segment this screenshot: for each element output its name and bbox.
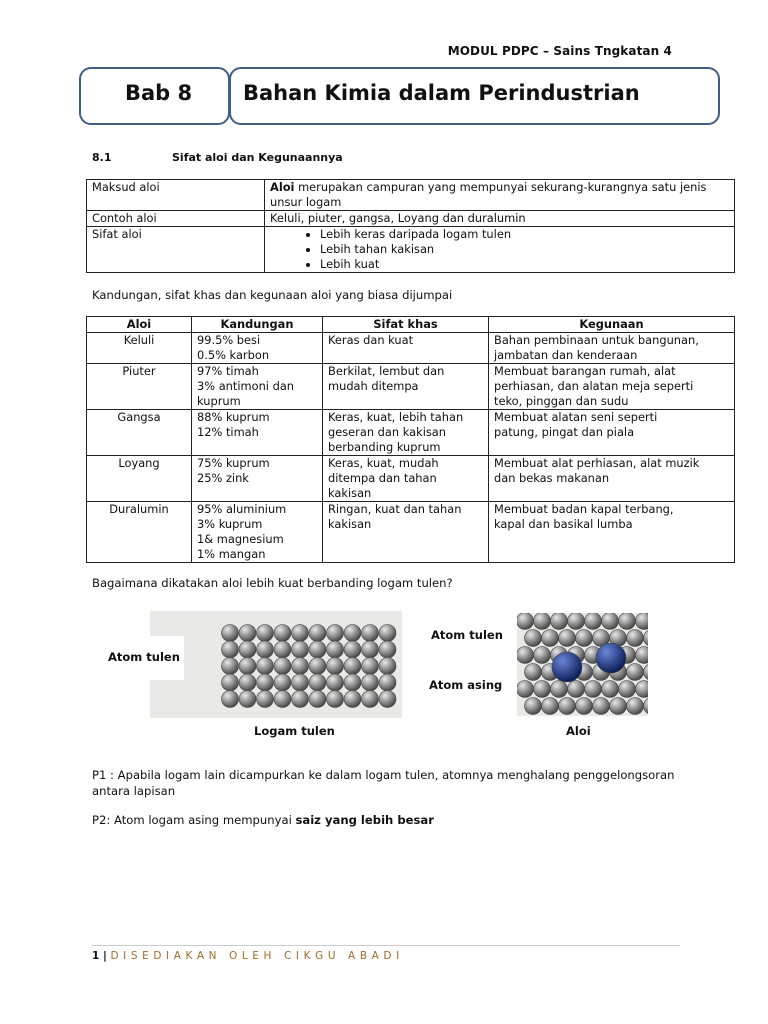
atom: [362, 658, 379, 675]
list-item: • Lebih kuat: [320, 257, 734, 272]
chapter-label-box: [79, 67, 230, 125]
point-2-text: Atom logam asing mempunyai: [113, 813, 296, 827]
usage-cell: [489, 364, 735, 410]
usage-cell-line: Membuat alatan seni seperti: [494, 410, 658, 424]
usage-cell-line: jambatan dan kenderaan: [494, 348, 638, 362]
info-bold-term: Aloi: [270, 180, 295, 194]
pure-atom: [627, 698, 644, 715]
table-row: [87, 333, 735, 364]
pure-atom: [576, 630, 593, 647]
info-definition: merupakan campuran yang mempunyai sekurang-kurangnya satu jenis unsur logam: [270, 180, 707, 209]
atom: [309, 625, 326, 642]
atom: [309, 658, 326, 675]
pure-atom: [551, 681, 568, 698]
pure-atom: [602, 613, 619, 630]
composition-cell-line: kuprum: [197, 394, 241, 408]
pure-metal-diagram: [150, 611, 402, 718]
property-cell-line: kakisan: [328, 517, 372, 531]
footer-divider: [92, 945, 680, 946]
composition-cell-line: 25% zink: [197, 471, 249, 485]
pure-atom: [602, 681, 619, 698]
info-value: [265, 180, 735, 211]
atom: [379, 625, 396, 642]
atom: [379, 674, 396, 691]
atom: [222, 691, 239, 708]
pure-atom: [568, 681, 585, 698]
table-row: [87, 502, 735, 563]
footer-text: DISEDIAKAN OLEH CIKGU ABADI: [110, 950, 404, 962]
pure-atom: [551, 613, 568, 630]
pure-atom: [534, 613, 551, 630]
pure-atom: [542, 630, 559, 647]
usage-cell: [489, 333, 735, 364]
atom: [379, 691, 396, 708]
atom: [344, 641, 361, 658]
pure-atom: [610, 698, 627, 715]
atom: [362, 641, 379, 658]
atom: [274, 625, 291, 642]
point-1: [92, 767, 712, 799]
pure-atom: [636, 681, 649, 698]
composition-cell-line: 12% timah: [197, 425, 259, 439]
composition-cell-line: 99.5% besi: [197, 333, 261, 347]
composition-cell-line: 97% timah: [197, 364, 259, 378]
property-cell: [323, 333, 489, 364]
composition-cell: [192, 502, 323, 563]
property-cell-line: Keras, kuat, mudah: [328, 456, 439, 470]
usage-cell-line: patung, pingat dan piala: [494, 425, 635, 439]
atom: [292, 641, 309, 658]
composition-cell-line: 1& magnesium: [197, 532, 284, 546]
pure-atom: [517, 613, 534, 630]
usage-cell-line: Membuat alat perhiasan, alat muzik: [494, 456, 700, 470]
pure-atom: [517, 647, 534, 664]
atom: [292, 658, 309, 675]
pure-atom: [559, 630, 576, 647]
atom: [327, 691, 344, 708]
pure-atom: [525, 664, 542, 681]
atom: [362, 674, 379, 691]
composition-cell-line: 88% kuprum: [197, 410, 270, 424]
table-header-row: [87, 317, 735, 333]
atom: [292, 625, 309, 642]
atom: [362, 691, 379, 708]
property-cell-line: berbanding kuprum: [328, 440, 441, 454]
atom: [257, 691, 274, 708]
atom: [274, 691, 291, 708]
composition-cell-line: 3% antimoni dan: [197, 379, 295, 393]
property-cell-line: kakisan: [328, 486, 372, 500]
composition-cell-line: 75% kuprum: [197, 456, 270, 470]
atom: [222, 658, 239, 675]
column-header: Kandungan: [192, 317, 323, 333]
atom: [344, 691, 361, 708]
pure-atom: [525, 630, 542, 647]
list-item: • Lebih keras daripada logam tulen: [320, 227, 734, 242]
section-title: Sifat aloi dan Kegunaannya: [172, 151, 343, 164]
pure-atom: [644, 664, 649, 681]
property-cell-line: mudah ditempa: [328, 379, 419, 393]
atom: [379, 641, 396, 658]
atom: [292, 691, 309, 708]
alloy-caption: Aloi: [566, 724, 591, 738]
property-cell-line: Berkilat, lembut dan: [328, 364, 445, 378]
pure-atom: [525, 698, 542, 715]
section-heading: [92, 151, 343, 164]
list-item: • Lebih tahan kakisan: [320, 242, 734, 257]
usage-cell-line: Membuat barangan rumah, alat: [494, 364, 676, 378]
composition-cell-line: 95% aluminium: [197, 502, 287, 516]
usage-cell-line: Membuat badan kapal terbang,: [494, 502, 674, 516]
table-row: [87, 227, 735, 273]
usage-cell: [489, 456, 735, 502]
atom: [327, 625, 344, 642]
composition-cell: [192, 410, 323, 456]
alloy-pure-atom-label: Atom tulen: [431, 628, 503, 642]
chapter-label: Bab 8: [125, 81, 193, 105]
page-number: 1: [92, 950, 100, 962]
usage-cell-line: kapal dan basikal lumba: [494, 517, 633, 531]
info-label: Contoh aloi: [87, 211, 265, 227]
atom: [222, 674, 239, 691]
pure-atom: [644, 698, 649, 715]
atom: [257, 658, 274, 675]
alloy-diagram: [517, 613, 648, 716]
usage-cell: [489, 410, 735, 456]
atom: [309, 674, 326, 691]
atom: [239, 658, 256, 675]
table-row: [87, 180, 735, 211]
pure-atom: [559, 698, 576, 715]
pure-atom: [576, 698, 593, 715]
atom: [222, 641, 239, 658]
alloy-table-body: [87, 333, 735, 563]
atom: [239, 691, 256, 708]
point-1-prefix: P1 :: [92, 768, 118, 782]
atom: [344, 658, 361, 675]
point-2: [92, 812, 712, 828]
foreign-atom: [596, 643, 626, 673]
usage-cell: [489, 502, 735, 563]
atom: [257, 674, 274, 691]
pure-atom: [542, 698, 559, 715]
chapter-title: Bahan Kimia dalam Perindustrian: [243, 81, 640, 105]
property-list: [270, 227, 734, 272]
atom: [222, 625, 239, 642]
atom: [309, 641, 326, 658]
pure-atom: [636, 613, 649, 630]
composition-cell: [192, 456, 323, 502]
atom: [239, 674, 256, 691]
column-header: Sifat khas: [323, 317, 489, 333]
pure-atom: [593, 698, 610, 715]
table-row: [87, 211, 735, 227]
atom: [379, 658, 396, 675]
atom: [292, 674, 309, 691]
atom: [327, 641, 344, 658]
footer-separator: |: [99, 950, 111, 962]
info-label: Sifat aloi: [87, 227, 265, 273]
atom: [309, 691, 326, 708]
pure-atom: [585, 681, 602, 698]
foreign-atom: [552, 652, 582, 682]
point-2-prefix: P2:: [92, 813, 114, 827]
pure-metal-caption: Logam tulen: [254, 724, 335, 738]
property-cell: [323, 364, 489, 410]
table-row: [87, 364, 735, 410]
info-table: [86, 179, 735, 273]
table-row: [87, 410, 735, 456]
composition-cell-line: 3% kuprum: [197, 517, 263, 531]
usage-cell-line: perhiasan, dan alatan meja seperti: [494, 379, 694, 393]
info-value: [265, 227, 735, 273]
atom: [274, 641, 291, 658]
question-text: Bagaimana dikatakan aloi lebih kuat berbanding logam tulen?: [92, 576, 453, 590]
pure-atom: [644, 630, 649, 647]
property-cell: [323, 410, 489, 456]
usage-cell-line: teko, pinggan dan sudu: [494, 394, 629, 408]
point-1-text: Apabila logam lain dicampurkan ke dalam logam tulen, atomnya menghalang penggelongsoran antara lapisan: [92, 768, 675, 798]
pure-atom: [585, 613, 602, 630]
intro-text: Kandungan, sifat khas dan kegunaan aloi yang biasa dijumpai: [92, 288, 453, 302]
pure-atom: [517, 681, 534, 698]
atom: [344, 625, 361, 642]
pure-atom: [534, 681, 551, 698]
column-header: Aloi: [87, 317, 192, 333]
alloy-table: [86, 316, 735, 563]
alloy-name-cell: Loyang: [87, 456, 192, 502]
alloy-name-cell: Piuter: [87, 364, 192, 410]
property-cell-line: Keras dan kuat: [328, 333, 414, 347]
atom: [344, 674, 361, 691]
pure-atom: [619, 681, 636, 698]
table-row: [87, 456, 735, 502]
property-cell-line: ditempa dan tahan: [328, 471, 437, 485]
alloy-foreign-atom-label: Atom asing: [429, 678, 503, 692]
composition-cell-line: 0.5% karbon: [197, 348, 270, 362]
pure-atom: [627, 630, 644, 647]
atom: [239, 625, 256, 642]
atom: [257, 641, 274, 658]
info-value: Keluli, piuter, gangsa, Loyang dan duralumin: [265, 211, 735, 227]
composition-cell-line: 1% mangan: [197, 547, 266, 561]
alloy-name-cell: Gangsa: [87, 410, 192, 456]
pure-metal-atoms: [150, 611, 402, 718]
atom: [274, 674, 291, 691]
atom: [327, 674, 344, 691]
composition-cell: [192, 333, 323, 364]
column-header: Kegunaan: [489, 317, 735, 333]
pure-atom-label: Atom tulen: [108, 650, 180, 664]
pure-atom: [619, 613, 636, 630]
chapter-title-box: [229, 67, 720, 125]
section-number: 8.1: [92, 151, 112, 164]
property-cell-line: geseran dan kakisan: [328, 425, 447, 439]
alloy-atoms: [517, 613, 648, 716]
property-cell-line: Keras, kuat, lebih tahan: [328, 410, 464, 424]
usage-cell-line: dan bekas makanan: [494, 471, 610, 485]
point-2-bold: saiz yang lebih besar: [295, 813, 434, 827]
pure-atom: [568, 613, 585, 630]
property-cell: [323, 456, 489, 502]
alloy-name-cell: Duralumin: [87, 502, 192, 563]
info-label: Maksud aloi: [87, 180, 265, 211]
module-header: MODUL PDPC – Sains Tngkatan 4: [447, 44, 672, 58]
pure-atom: [627, 664, 644, 681]
property-cell: [323, 502, 489, 563]
composition-cell: [192, 364, 323, 410]
alloy-name-cell: Keluli: [87, 333, 192, 364]
atom: [362, 625, 379, 642]
atom: [239, 641, 256, 658]
atom: [257, 625, 274, 642]
pure-atom: [636, 647, 649, 664]
footer: [92, 950, 404, 962]
atom: [274, 658, 291, 675]
pure-atom: [534, 647, 551, 664]
usage-cell-line: Bahan pembinaan untuk bangunan,: [494, 333, 699, 347]
atom: [327, 658, 344, 675]
property-cell-line: Ringan, kuat dan tahan: [328, 502, 462, 516]
